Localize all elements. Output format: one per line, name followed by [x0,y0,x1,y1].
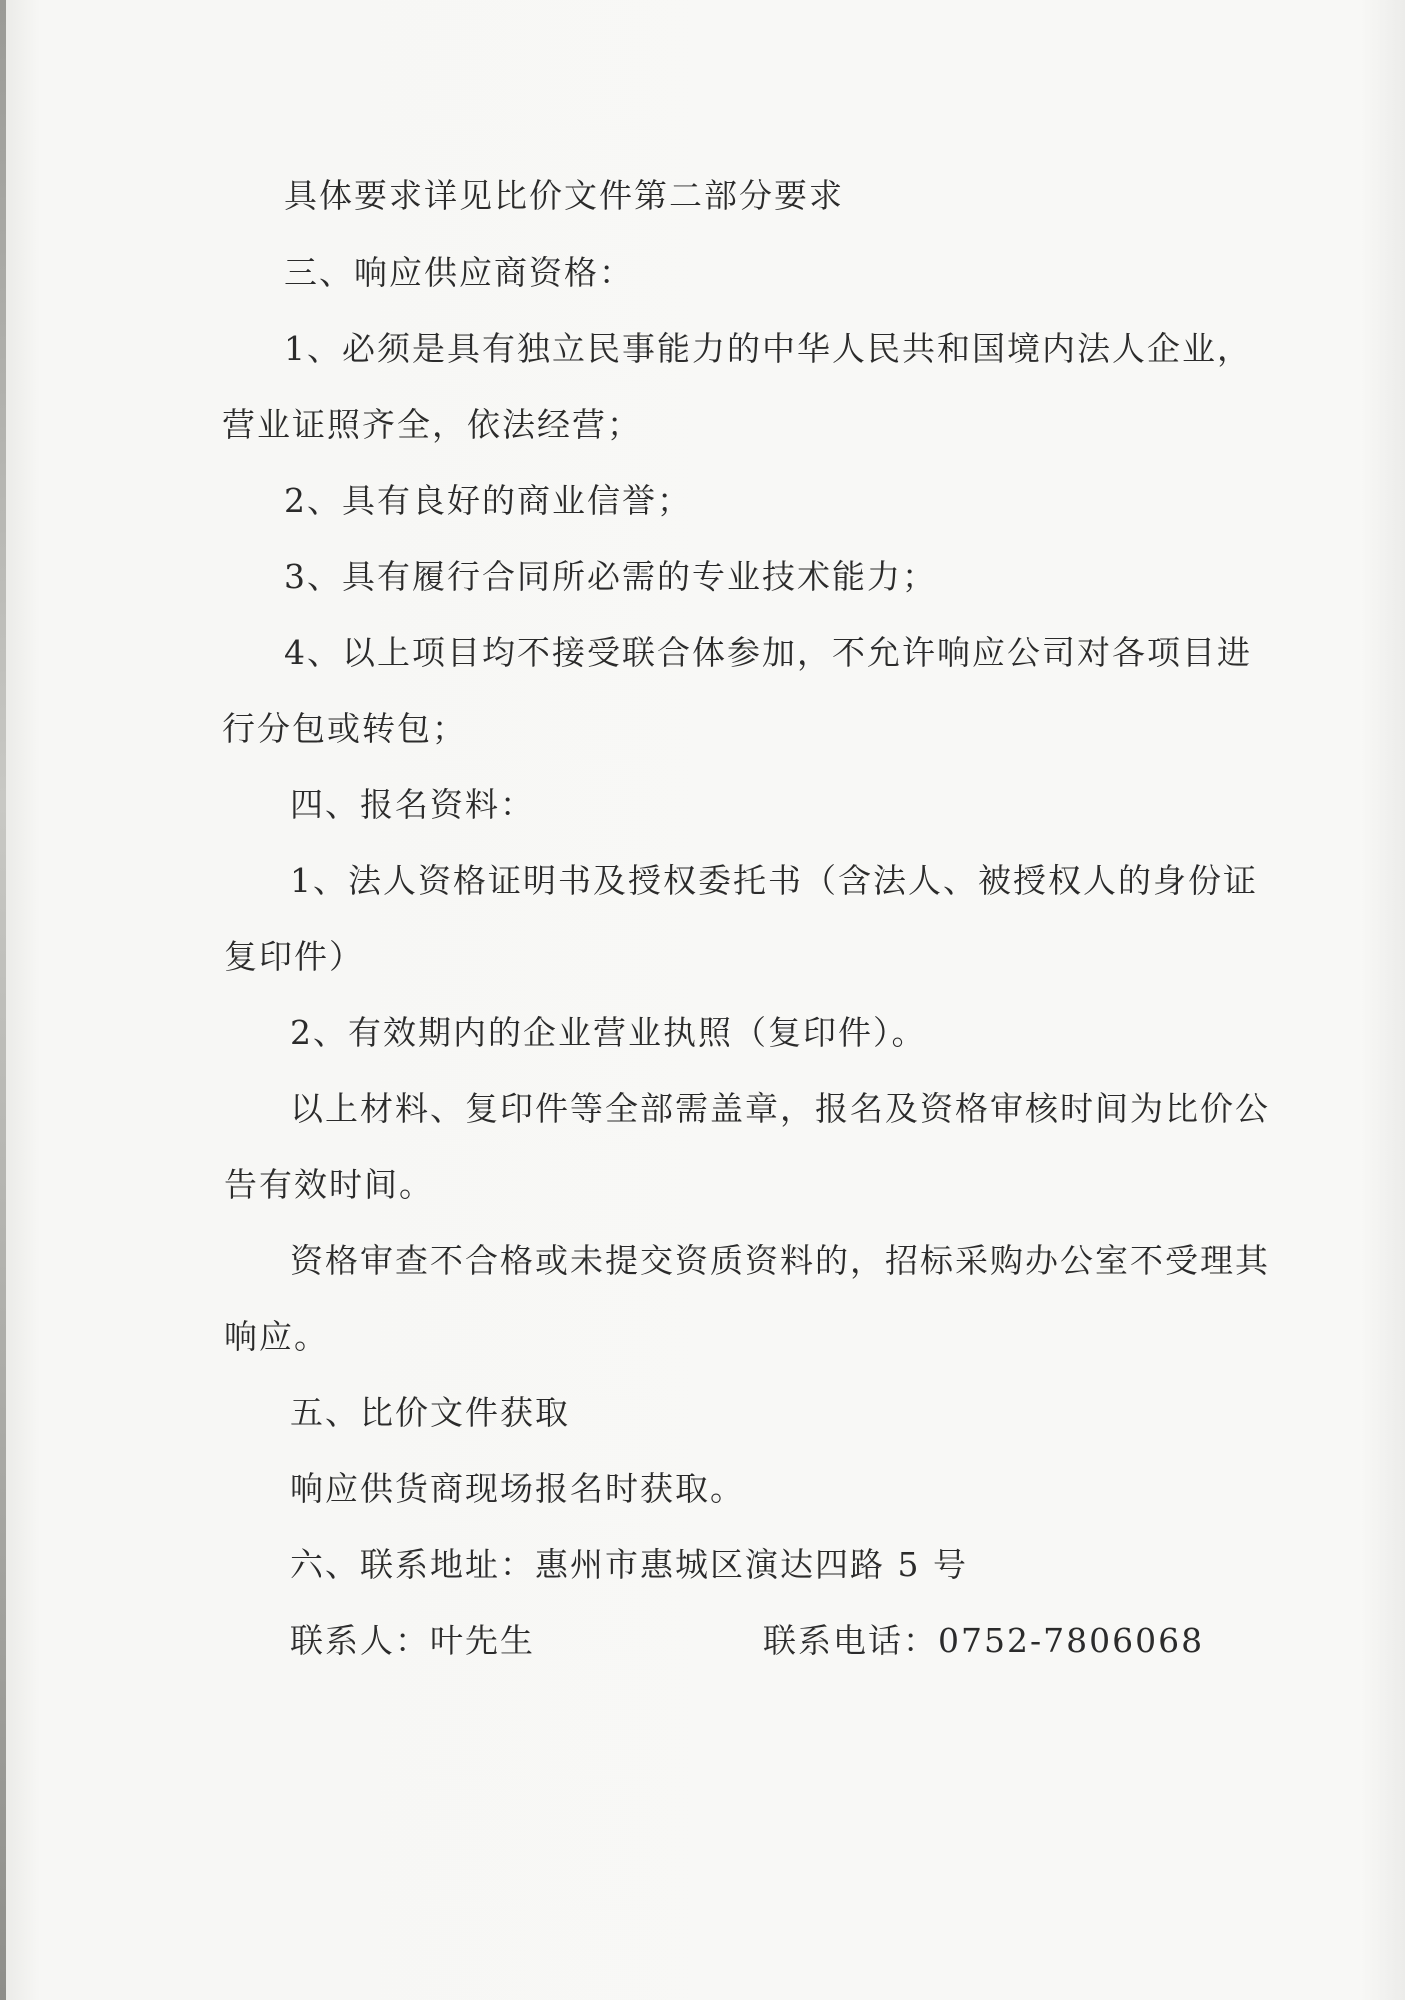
body-line: 1、必须是具有独立民事能力的中华人民共和国境内法人企业， [284,329,1252,368]
body-line: 复印件） [224,937,364,976]
section-heading: 六、联系地址：惠州市惠城区演达四路 5 号 [290,1545,968,1584]
body-line: 以上材料、复印件等全部需盖章，报名及资格审核时间为比价公 [290,1089,1270,1128]
body-line: 3、具有履行合同所必需的专业技术能力； [284,557,937,596]
body-line: 响应供货商现场报名时获取。 [290,1469,745,1508]
body-line: 具体要求详见比价文件第二部分要求 [284,176,844,215]
body-line: 告有效时间。 [224,1165,434,1204]
contact-phone: 联系电话：0752-7806068 [763,1621,1205,1660]
section-heading: 四、报名资料： [290,785,535,824]
body-line: 营业证照齐全，依法经营； [222,405,642,444]
body-line: 2、具有良好的商业信誉； [284,481,692,520]
body-line: 资格审查不合格或未提交资质资料的，招标采购办公室不受理其 [290,1241,1270,1280]
contact-person: 联系人：叶先生 [290,1621,535,1660]
body-line: 2、有效期内的企业营业执照（复印件）。 [290,1013,927,1052]
body-line: 行分包或转包； [222,709,467,748]
body-line: 1、法人资格证明书及授权委托书（含法人、被授权人的身份证 [290,861,1258,900]
page-edge-shadow [0,0,6,2000]
section-heading: 五、比价文件获取 [290,1393,570,1432]
body-line: 4、以上项目均不接受联合体参加，不允许响应公司对各项目进 [284,633,1252,672]
section-heading: 三、响应供应商资格： [284,253,634,292]
body-line: 响应。 [224,1317,329,1356]
